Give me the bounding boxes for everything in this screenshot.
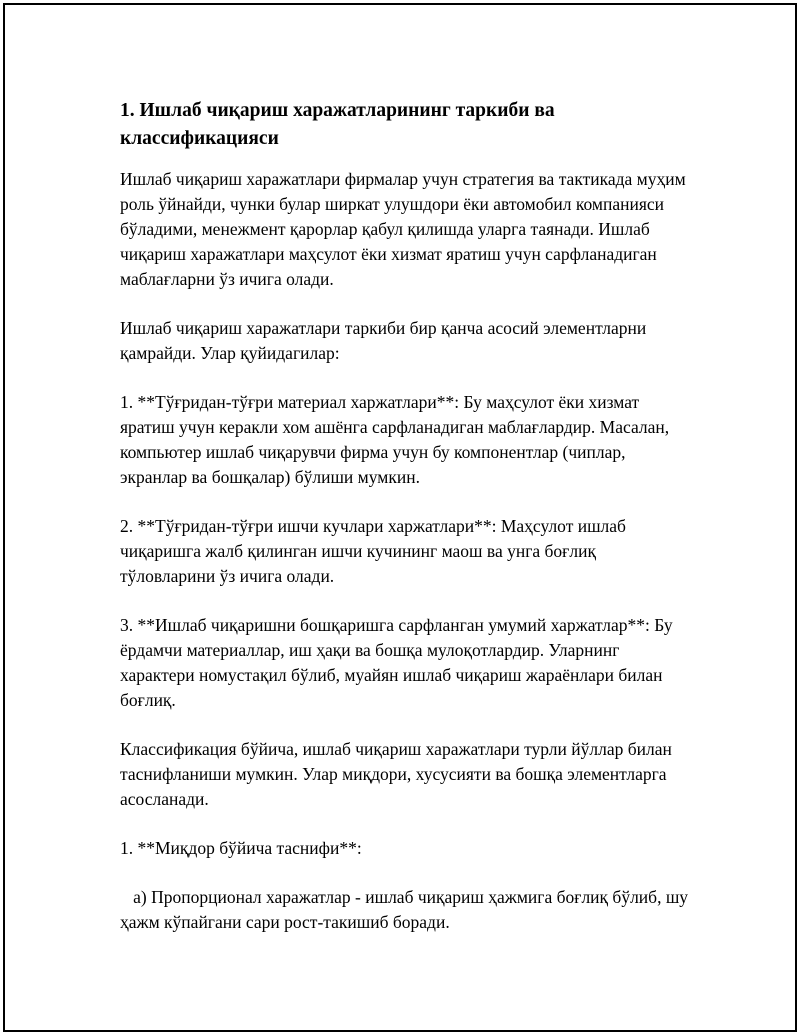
list-item-labor: 2. **Тўғридан-тўғри ишчи кучлари харжатлари**: Маҳсулот ишлаб чиқаришга жалб қилинган ишчи кучининг маош ва унга боғлиқ тўловларини ўз ичига олади.	[120, 516, 631, 586]
list-item-materials: 1. **Тўғридан-тўғри материал харжатлари**: Бу маҳсулот ёки хизмат яратиш учун керакли хом ашёнга сарфланадиган маблағлардир. Масалан, компьютер ишлаб чиқарувчи фирма учун бу компонентлар (чиплар, экранлар ва бошқалар) бўлиши мумкин.	[120, 392, 674, 487]
list-item-quantity: 1. **Миқдор бўйича таснифи**:	[120, 838, 362, 858]
paragraph-intro: Ишлаб чиқариш харажатлари фирмалар учун стратегия ва тактикада муҳим роль ўйнайди, чунки булар ширкат улушдори ёки автомобил компанияси бўладими, менежмент қарорлар қабул қилишда уларга таянади. Ишлаб чиқариш харажатлари маҳсулот ёки хизмат яратиш учун сарфланадиган маблағларни ўз ичига олади.	[120, 169, 691, 289]
section-heading: 1. Ишлаб чиқариш харажатларининг таркиби ва классификацияси	[120, 100, 555, 149]
document-body	[120, 97, 693, 959]
paragraph-composition: Ишлаб чиқариш харажатлари таркиби бир қанча асосий элементларни қамрайди. Улар қуйидагилар:	[120, 318, 651, 363]
document-page	[3, 3, 797, 1032]
list-item-overhead: 3. **Ишлаб чиқаришни бошқаришга сарфланган умумий харжатлар**: Бу ёрдамчи материаллар, иш ҳақи ва бошқа мулоқотлардир. Уларнинг характери номустақил бўлиб, муайян ишлаб чиқариш жараёнлари билан боғлиқ.	[120, 615, 677, 710]
sub-item-proportional: a) Пропорционал харажатлар - ишлаб чиқариш ҳажмига боғлиқ бўлиб, шу ҳажм кўпайгани сари рост-такишиб боради.	[120, 887, 693, 932]
paragraph-classification: Классификация бўйича, ишлаб чиқариш харажатлари турли йўллар билан таснифланиши мумкин. Улар миқдори, хусусияти ва бошқа элементларга асосланади.	[120, 739, 677, 809]
